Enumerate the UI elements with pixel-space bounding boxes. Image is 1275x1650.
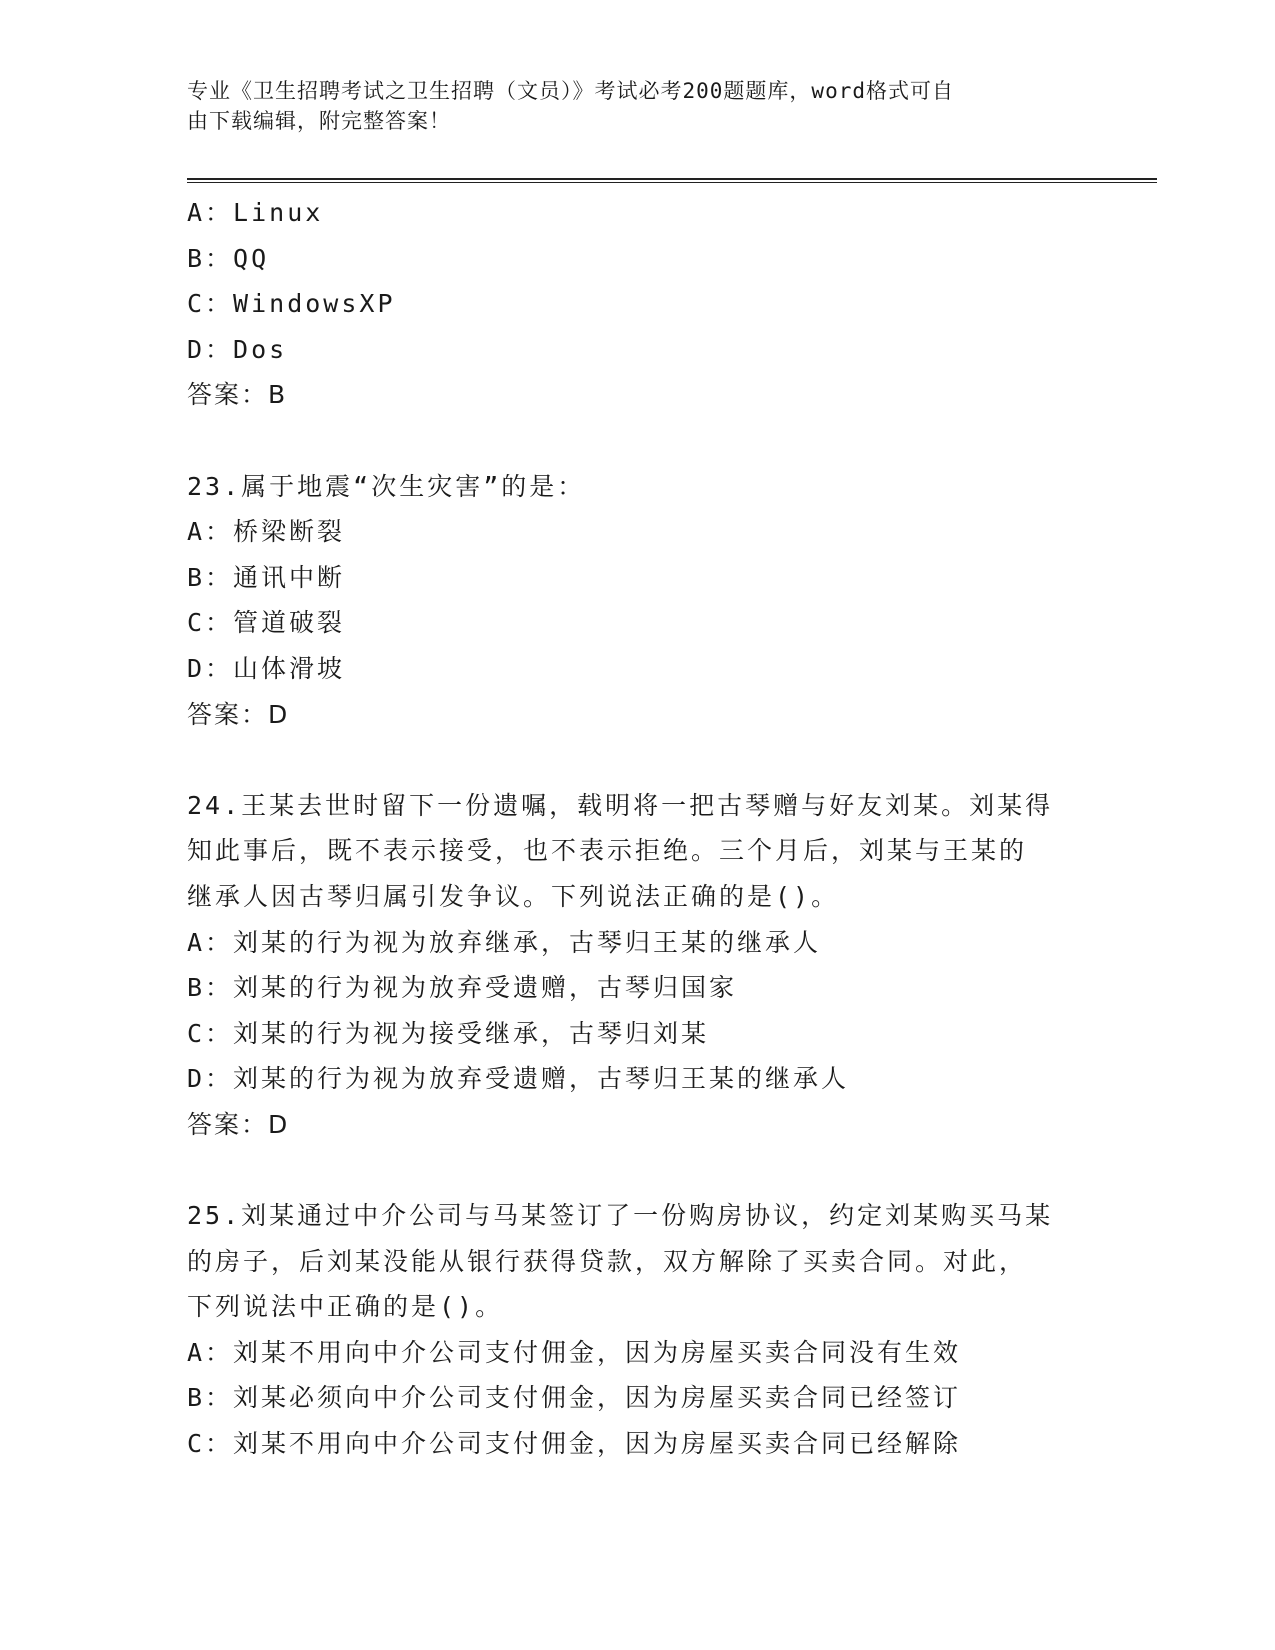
option-d: D：山体滑坡 [187, 653, 346, 683]
question-stem-line-2: 知此事后，既不表示接受，也不表示拒绝。三个月后，刘某与王某的 [187, 836, 1028, 866]
spacer [187, 1147, 1157, 1193]
question-stem-line-3: 继承人因古琴归属引发争议。下列说法正确的是()。 [187, 881, 840, 911]
spacer [187, 418, 1157, 464]
spacer [187, 737, 1157, 783]
option-b: B：QQ [187, 243, 270, 273]
header-divider [187, 178, 1157, 183]
question-24 [187, 783, 1157, 1148]
document-header [187, 76, 1087, 136]
question-list [187, 190, 1157, 1467]
question-stem-line-1: 24.王某去世时留下一份遗嘱，载明将一把古琴赠与好友刘某。刘某得 [187, 790, 1054, 820]
option-a: A：刘某的行为视为放弃继承，古琴归王某的继承人 [187, 927, 822, 957]
option-b: B：通讯中断 [187, 562, 346, 592]
question-stem-line-1: 25.刘某通过中介公司与马某签订了一份购房协议，约定刘某购买马某 [187, 1201, 1054, 1231]
answer-line: 答案：D [187, 1109, 290, 1139]
option-c: C：管道破裂 [187, 608, 346, 638]
option-a: A：桥梁断裂 [187, 517, 346, 547]
option-b: B：刘某的行为视为放弃受遗赠，古琴归国家 [187, 973, 738, 1003]
header-line-2: 由下载编辑，附完整答案！ [187, 109, 451, 133]
option-c: C：刘某不用向中介公司支付佣金，因为房屋买卖合同已经解除 [187, 1429, 962, 1459]
question-stem-line-2: 的房子，后刘某没能从银行获得贷款，双方解除了买卖合同。对此， [187, 1246, 1028, 1276]
document-page [187, 0, 1157, 1650]
option-b: B：刘某必须向中介公司支付佣金，因为房屋买卖合同已经签订 [187, 1383, 962, 1413]
answer-line: 答案：B [187, 380, 288, 410]
option-d: D：Dos [187, 334, 288, 364]
question-stem: 23.属于地震“次生灾害”的是： [187, 471, 586, 501]
answer-line: 答案：D [187, 699, 290, 729]
option-a: A：Linux [187, 198, 324, 227]
question-25 [187, 1193, 1157, 1467]
header-line-1: 专业《卫生招聘考试之卫生招聘（文员）》考试必考200题题库，word格式可自 [187, 79, 954, 103]
option-a: A：刘某不用向中介公司支付佣金，因为房屋买卖合同没有生效 [187, 1337, 962, 1367]
question-23 [187, 464, 1157, 738]
question-stem-line-3: 下列说法中正确的是()。 [187, 1292, 504, 1322]
option-c: C：WindowsXP [187, 289, 396, 319]
option-d: D：刘某的行为视为放弃受遗赠，古琴归王某的继承人 [187, 1064, 850, 1094]
option-c: C：刘某的行为视为接受继承，古琴归刘某 [187, 1018, 710, 1048]
question-22 [187, 190, 1157, 418]
